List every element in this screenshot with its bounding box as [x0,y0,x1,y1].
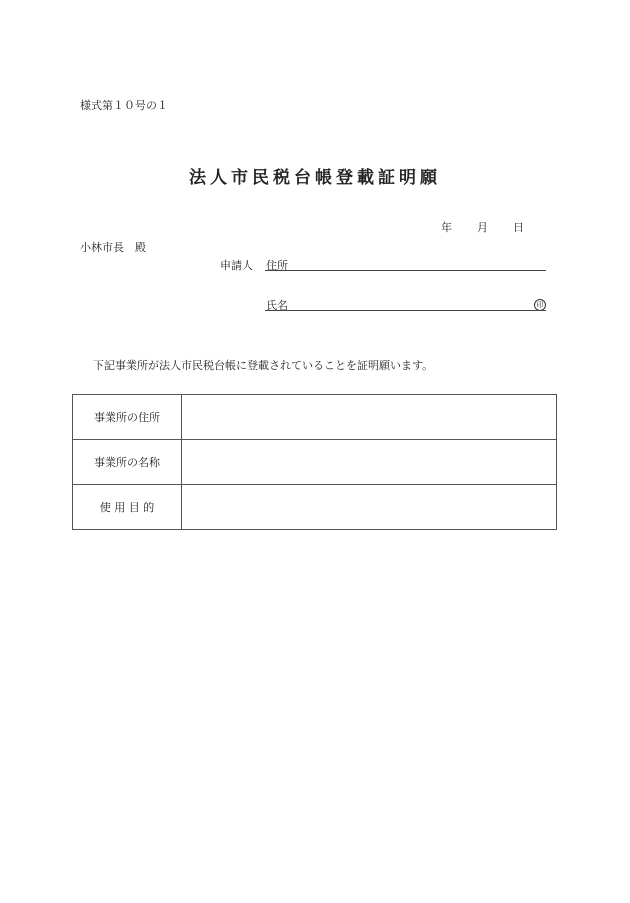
table-row [73,395,557,440]
purpose-field[interactable] [182,485,557,530]
applicant-label: 申請人 [220,259,253,272]
name-label: 氏名 [266,299,288,312]
table-row [73,485,557,530]
addressee: 小林市長 殿 [80,241,146,254]
row-label: 事業所の住所 [73,395,182,440]
business-info-table [72,394,557,530]
document-title: 法人市民税台帳登載証明願 [189,168,441,188]
date-year-label: 年 [441,221,452,234]
row-label: 使 用 目 的 [73,485,182,530]
date-day-label: 日 [513,221,524,234]
date-month-label: 月 [477,221,488,234]
business-name-field[interactable] [182,440,557,485]
address-field-line[interactable] [265,270,546,271]
table-row [73,440,557,485]
seal-icon: 印 [534,299,546,311]
seal-mark [534,297,546,311]
form-number: 様式第１０号の１ [80,99,168,112]
name-field-line[interactable] [265,310,546,311]
business-address-field[interactable] [182,395,557,440]
statement-text: 下記事業所が法人市民税台帳に登載されていることを証明願います。 [93,359,434,372]
address-label: 住所 [266,259,288,272]
row-label: 事業所の名称 [73,440,182,485]
